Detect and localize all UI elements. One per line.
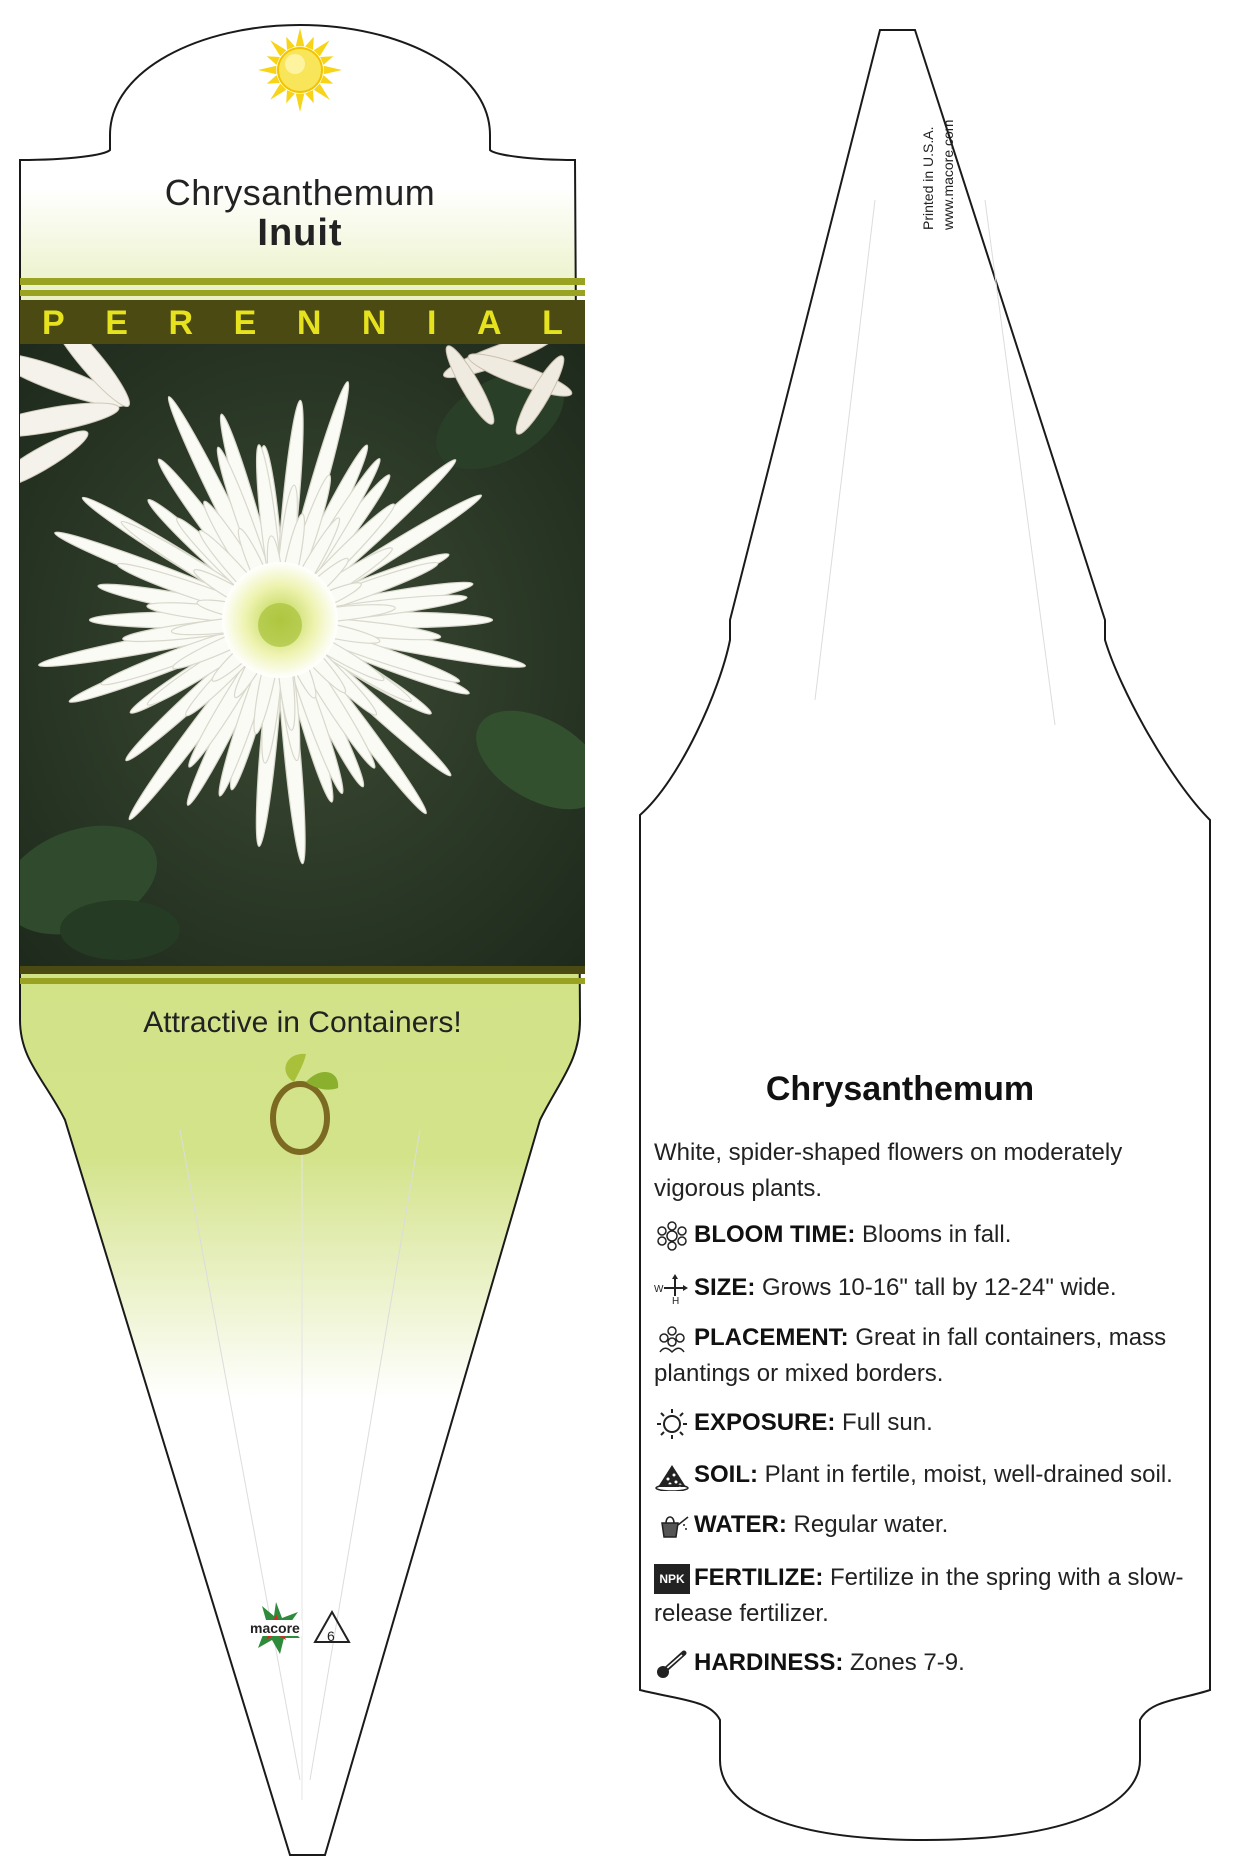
placement-text: Great in fall containers, mass plantings or mixed borders. [654,1324,1167,1387]
fertilize-label: FERTILIZE: [694,1564,824,1591]
size-label: SIZE: [694,1274,756,1301]
tagline: Attractive in Containers! [143,1006,462,1039]
category-letter: N [361,303,387,342]
category-letter: E [105,303,128,342]
soil-label: SOIL: [694,1461,758,1488]
soil-text: Plant in fertile, moist, well-drained soil. [764,1461,1173,1488]
category-letter: E [233,303,257,342]
sun-icon [258,28,342,112]
bloom-time-row [654,1217,1199,1253]
printed-line-1: Printed in U.S.A. [920,126,936,230]
plant-title: Chrysanthemum [164,172,436,213]
hardiness-label: HARDINESS: [694,1649,844,1676]
category-band [20,305,585,341]
placement-row [654,1320,1199,1392]
description: White, spider-shaped flowers on moderately vigorous plants. [654,1139,1123,1202]
placement-icon [654,1324,690,1354]
svg-text:W: W [654,1283,664,1295]
svg-text:H: H [672,1295,680,1304]
category-letter: R [168,303,194,342]
hardiness-row [654,1645,1199,1681]
variety-name: Inuit [257,212,343,254]
water-row [654,1507,1199,1543]
recycle-number: 6 [327,1628,335,1644]
water-text: Regular water. [793,1511,949,1538]
exposure-text: Full sun. [842,1409,933,1436]
hardiness-text: Zones 7-9. [850,1649,965,1676]
size-arrows-icon [654,1274,690,1304]
placement-label: PLACEMENT: [694,1324,849,1351]
watering-can-icon [654,1511,690,1541]
flower-icon [654,1221,690,1251]
category-letter: N [296,303,322,342]
bloom-time-text: Blooms in fall. [861,1221,1012,1248]
category-letter: P [42,303,65,342]
category-letter: I [427,303,437,342]
printed-info [912,90,982,250]
category-letter: L [542,303,563,342]
macore-brand-text: macore [250,1620,300,1636]
thermometer-icon [654,1649,690,1679]
exposure-row [654,1405,1199,1441]
fertilize-row [654,1560,1199,1632]
macore-logo [246,1598,356,1658]
sun-outline-icon [654,1409,690,1439]
soil-row [654,1457,1199,1493]
category-letter: A [477,303,502,342]
water-label: WATER: [694,1511,787,1538]
npk-icon: NPK [654,1564,690,1594]
exposure-label: EXPOSURE: [694,1409,836,1436]
fertilize-text: Fertilize in the spring with a slow-release fertilizer. [654,1564,1184,1627]
size-row [654,1270,1199,1306]
printed-line-2: www.macore.com [940,119,956,230]
bloom-time-label: BLOOM TIME: [694,1221,856,1248]
size-text: Grows 10-16" tall by 12-24" wide. [762,1274,1117,1301]
soil-icon [654,1461,690,1491]
back-title: Chrysanthemum [765,1070,1035,1108]
